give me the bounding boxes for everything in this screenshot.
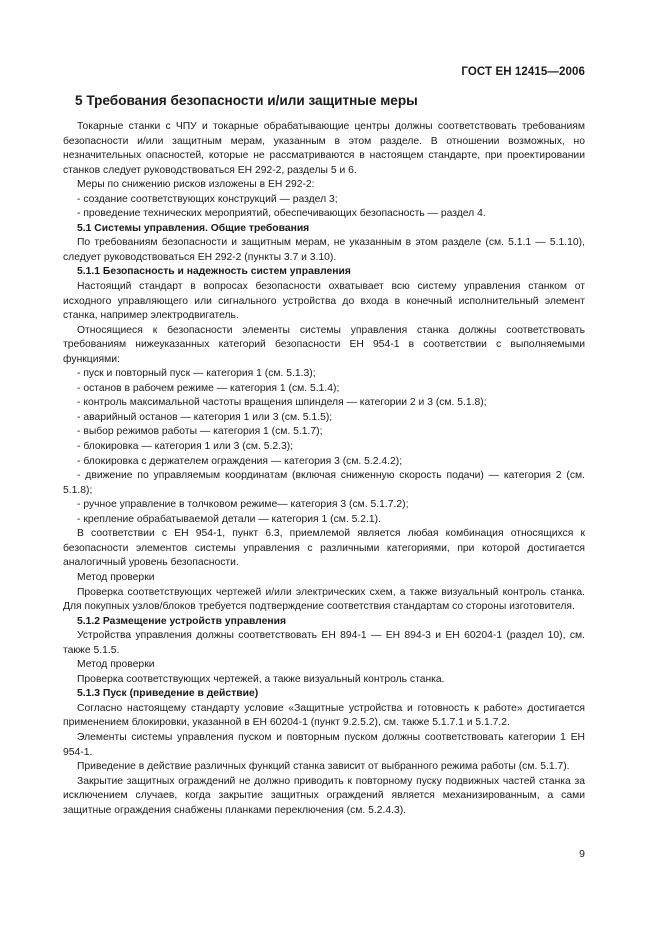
list-item: - блокировка с держателем ограждения — категория 3 (см. 5.2.4.2); — [77, 455, 403, 467]
paragraph: Согласно настоящему стандарту условие «Защитные устройства и готовность к работе» достигается применением блокировки, указанной в ЕН 60204-1 (пункт 9.2.5.2), см. также 5.1.7.1 и 5.1.7.2. — [63, 702, 585, 729]
document-header: ГОСТ ЕН 12415—2006 — [461, 66, 585, 78]
subsection-heading: 5.1.3 Пуск (приведение в действие) — [77, 688, 259, 700]
list-item: - крепление обрабатываемой детали — категория 1 (см. 5.2.1). — [77, 513, 381, 525]
paragraph: Закрытие защитных ограждений не должно приводить к повторному пуску подвижных частей станка за исключением случаев, когда закрытие защитных ограждений является механизированным, а сами защитные ограждения снабжены планками переключения (см. 5.2.4.3). — [63, 775, 585, 816]
paragraph: Токарные станки с ЧПУ и токарные обрабатывающие центры должны соответствовать требованиям безопасности и/или защитным мерам, указанным в этом разделе. В отношении возможных, но незначительных опасностей, которые не рассматриваются в настоящем стандарте, при проектировании станков следует руководствоваться ЕН 292-2, разделы 5 и 6. — [63, 121, 585, 176]
list-item: - блокировка — категория 1 или 3 (см. 5.2.3); — [77, 441, 294, 453]
list-item: - ручное управление в толчковом режиме— категория 3 (см. 5.1.7.2); — [77, 499, 409, 511]
paragraph: Метод проверки — [77, 659, 155, 671]
paragraph: Относящиеся к безопасности элементы системы управления станка должны соответствовать требованиям нижеуказанных категорий безопасности ЕН 954-1 в соответствии с выполняемыми функциями: — [63, 324, 585, 365]
list-item: - аварийный останов — категория 1 или 3 (см. 5.1.5); — [77, 411, 333, 423]
page-number: 9 — [579, 848, 585, 860]
page-content — [63, 92, 585, 818]
section-title: 5 Требования безопасности и/или защитные меры — [75, 93, 418, 108]
subsection-heading: 5.1.1 Безопасность и надежность систем управления — [77, 266, 351, 278]
paragraph: Проверка соответствующих чертежей, а также визуальный контроль станка. — [77, 673, 445, 685]
paragraph: По требованиям безопасности и защитным мерам, не указанным в этом разделе (см. 5.1.1 — 5.1.10), следует руководствоваться ЕН 292-2 (пункты 3.7 и 3.10). — [63, 237, 585, 263]
list-item: - останов в рабочем режиме — категория 1 (см. 5.1.4); — [77, 382, 340, 394]
paragraph: Проверка соответствующих чертежей и/или электрических схем, а также визуальный контроль станка. Для покупных узлов/блоков требуется подтверждение соответствия стандартам со стороны изготовителя. — [63, 586, 585, 613]
paragraph: Настоящий стандарт в вопросах безопасности охватывает всю систему управления станком от исходного управляющего или сигнального устройства до входа в конечный исполнительный элемент станка, например электродвигатель. — [63, 281, 585, 322]
list-item: - контроль максимальной частоты вращения шпинделя — категории 2 и 3 (см. 5.1.8); — [77, 397, 487, 409]
paragraph: В соответствии с ЕН 954-1, пункт 6.3, приемлемой является любая комбинация относящихся к безопасности элементов системы управления с различными категориями, при которой достигается аналогичный уровень безопасности. — [63, 528, 585, 569]
paragraph: Устройства управления должны соответствовать ЕН 894-1 — ЕН 894-3 и ЕН 60204-1 (раздел 10), см. также 5.1.5. — [63, 630, 585, 656]
paragraph: Меры по снижению рисков изложены в ЕН 292-2: — [77, 179, 315, 191]
list-item: - выбор режимов работы — категория 1 (см. 5.1.7); — [77, 426, 323, 438]
list-item: - пуск и повторный пуск — категория 1 (см. 5.1.3); — [77, 368, 316, 380]
list-item: - проведение технических мероприятий, обеспечивающих безопасность — раздел 4. — [77, 208, 486, 220]
paragraph: Приведение в действие различных функций станка зависит от выбранного режима работы (см. 5.1.7). — [77, 761, 570, 773]
list-item: - движение по управляемым координатам (включая сниженную скорость подачи) — категория 2 (см. 5.1.8); — [63, 470, 585, 496]
list-item: - создание соответствующих конструкций — раздел 3; — [77, 193, 338, 205]
body-text — [63, 120, 585, 818]
subsection-heading: 5.1.2 Размещение устройств управления — [77, 615, 287, 627]
paragraph: Элементы системы управления пуском и повторным пуском должны соответствовать категории 1 ЕН 954-1. — [63, 731, 585, 758]
paragraph: Метод проверки — [77, 571, 155, 583]
subsection-heading: 5.1 Системы управления. Общие требования — [77, 222, 310, 234]
